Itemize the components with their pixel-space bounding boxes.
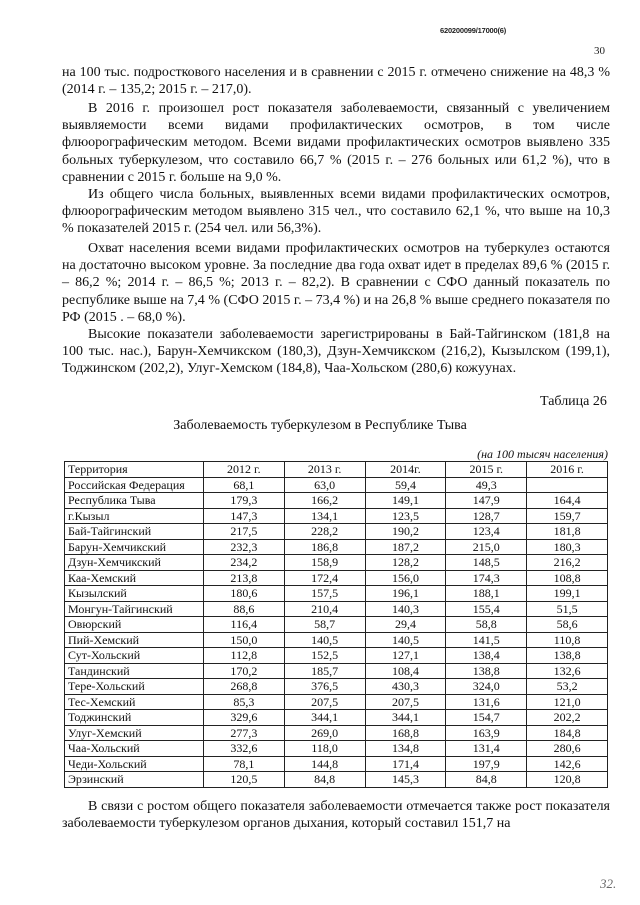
value-cell: 324,0: [446, 679, 527, 695]
value-cell: 190,2: [365, 524, 446, 540]
value-cell: 197,9: [446, 756, 527, 772]
value-cell: 430,3: [365, 679, 446, 695]
table-row: [65, 570, 608, 586]
value-cell: 140,5: [284, 632, 365, 648]
value-cell: 148,5: [446, 555, 527, 571]
table-row: [65, 617, 608, 633]
table-row: [65, 493, 608, 509]
table-row: [65, 555, 608, 571]
value-cell: 179,3: [203, 493, 284, 509]
value-cell: 216,2: [527, 555, 608, 571]
territory-cell: Российская Федерация: [65, 477, 204, 493]
value-cell: 147,9: [446, 493, 527, 509]
value-cell: 58,7: [284, 617, 365, 633]
territory-cell: г.Кызыл: [65, 508, 204, 524]
value-cell: 156,0: [365, 570, 446, 586]
territory-cell: Сут-Хольский: [65, 648, 204, 664]
value-cell: 188,1: [446, 586, 527, 602]
value-cell: 68,1: [203, 477, 284, 493]
territory-cell: Монгун-Тайгинский: [65, 601, 204, 617]
value-cell: 140,3: [365, 601, 446, 617]
value-cell: 186,8: [284, 539, 365, 555]
territory-cell: Каа-Хемский: [65, 570, 204, 586]
value-cell: 78,1: [203, 756, 284, 772]
value-cell: 159,7: [527, 508, 608, 524]
table-row: [65, 508, 608, 524]
territory-cell: Пий-Хемский: [65, 632, 204, 648]
value-cell: 154,7: [446, 710, 527, 726]
value-cell: 140,5: [365, 632, 446, 648]
value-cell: 120,8: [527, 772, 608, 788]
value-cell: 150,0: [203, 632, 284, 648]
value-cell: 163,9: [446, 725, 527, 741]
territory-cell: Улуг-Хемский: [65, 725, 204, 741]
value-cell: 128,7: [446, 508, 527, 524]
territory-cell: Тоджинский: [65, 710, 204, 726]
value-cell: 108,8: [527, 570, 608, 586]
value-cell: 116,4: [203, 617, 284, 633]
territory-cell: Эрзинский: [65, 772, 204, 788]
value-cell: 59,4: [365, 477, 446, 493]
value-cell: 180,6: [203, 586, 284, 602]
value-cell: 207,5: [284, 694, 365, 710]
value-cell: 157,5: [284, 586, 365, 602]
territory-cell: Кызылский: [65, 586, 204, 602]
value-cell: 170,2: [203, 663, 284, 679]
value-cell: 144,8: [284, 756, 365, 772]
paragraph-2: В 2016 г. произошел рост показателя заболеваемости, связанный с увеличением выявляемости всеми видами профилактических осмотров, в том числе флюорографическим методом. Всеми видами профилактических осмотров выявлено 335 больных туберкулезом, что составило 66,7 % (2015 г. – 276 больных или 61,2 %), что в сравнении с 2015 г. больше на 9,0 %.: [62, 101, 610, 185]
value-cell: 332,6: [203, 741, 284, 757]
value-cell: 210,4: [284, 601, 365, 617]
value-cell: 168,8: [365, 725, 446, 741]
value-cell: 329,6: [203, 710, 284, 726]
table-unit-note: (на 100 тысяч населения): [477, 447, 608, 461]
territory-cell: Чаа-Хольский: [65, 741, 204, 757]
column-header: Территория: [65, 462, 204, 478]
value-cell: 207,5: [365, 694, 446, 710]
table-row: [65, 601, 608, 617]
value-cell: 53,2: [527, 679, 608, 695]
value-cell: 84,8: [446, 772, 527, 788]
table-row: [65, 539, 608, 555]
value-cell: 110,8: [527, 632, 608, 648]
value-cell: 202,2: [527, 710, 608, 726]
value-cell: 269,0: [284, 725, 365, 741]
value-cell: 58,6: [527, 617, 608, 633]
table-row: [65, 772, 608, 788]
value-cell: 234,2: [203, 555, 284, 571]
value-cell: 120,5: [203, 772, 284, 788]
value-cell: 232,3: [203, 539, 284, 555]
handwritten-page-mark: 32.: [600, 876, 617, 891]
value-cell: 187,2: [365, 539, 446, 555]
value-cell: 29,4: [365, 617, 446, 633]
table-number: Таблица 26: [540, 394, 607, 409]
value-cell: 51,5: [527, 601, 608, 617]
territory-cell: Бай-Тайгинский: [65, 524, 204, 540]
paragraph-3: Из общего числа больных, выявленных всеми видами профилактических осмотров, флюорографическим методом выявлено 315 чел., что составило 62,1 %, что выше на 10,3 % показателей 2015 г. (254 чел. или 56,3%).: [62, 187, 610, 237]
table-row: [65, 756, 608, 772]
value-cell: 184,8: [527, 725, 608, 741]
value-cell: 132,6: [527, 663, 608, 679]
value-cell: 128,2: [365, 555, 446, 571]
value-cell: 344,1: [284, 710, 365, 726]
table-row: [65, 648, 608, 664]
table-header-row: [65, 462, 608, 478]
paragraph-6: В связи с ростом общего показателя заболеваемости отмечается также рост показателя заболеваемости туберкулезом органов дыхания, который составил 151,7 на: [62, 799, 610, 832]
column-header: 2015 г.: [446, 462, 527, 478]
value-cell: 123,5: [365, 508, 446, 524]
table-row: [65, 477, 608, 493]
value-cell: 127,1: [365, 648, 446, 664]
table-title: Заболеваемость туберкулезом в Республике Тыва: [173, 418, 467, 433]
territory-cell: Тере-Хольский: [65, 679, 204, 695]
value-cell: 141,5: [446, 632, 527, 648]
value-cell: 58,8: [446, 617, 527, 633]
value-cell: 172,4: [284, 570, 365, 586]
value-cell: 134,1: [284, 508, 365, 524]
value-cell: 123,4: [446, 524, 527, 540]
value-cell: 280,6: [527, 741, 608, 757]
table-row: [65, 710, 608, 726]
value-cell: 142,6: [527, 756, 608, 772]
column-header: 2014г.: [365, 462, 446, 478]
territory-cell: Овюрский: [65, 617, 204, 633]
value-cell: 171,4: [365, 756, 446, 772]
value-cell: 174,3: [446, 570, 527, 586]
column-header: 2012 г.: [203, 462, 284, 478]
value-cell: 138,8: [446, 663, 527, 679]
paragraph-5: Высокие показатели заболеваемости зарегистрированы в Бай-Тайгинском (181,8 на 100 тыс. нас.), Барун-Хемчикском (180,3), Дзун-Хемчикском (216,2), Кызылском (199,1), Тоджинском (202,2), Улуг-Хемском (184,8), Чаа-Хольском (280,6) кожуунах.: [62, 327, 610, 377]
value-cell: 228,2: [284, 524, 365, 540]
table-row: [65, 586, 608, 602]
paragraph-4: Охват населения всеми видами профилактических осмотров на туберкулез остаются на достаточно высоком уровне. За последние два года охват идет в пределах 89,6 % (2015 г. – 86,2 %; 2014 г. – 86,5 %; 2013 г. – 82,2). В сравнении с СФО данный показатель по республике выше на 7,4 % (СФО 2015 г. – 73,4 %) и на 26,8 % выше среднего показателя по РФ (2015 . – 68,0 %).: [62, 241, 610, 325]
territory-cell: Барун-Хемчикский: [65, 539, 204, 555]
value-cell: 49,3: [446, 477, 527, 493]
value-cell: 134,8: [365, 741, 446, 757]
territory-cell: Республика Тыва: [65, 493, 204, 509]
value-cell: 63,0: [284, 477, 365, 493]
table-row: [65, 741, 608, 757]
table-body: [65, 477, 608, 787]
value-cell: 149,1: [365, 493, 446, 509]
territory-cell: Тес-Хемский: [65, 694, 204, 710]
value-cell: 215,0: [446, 539, 527, 555]
value-cell: 108,4: [365, 663, 446, 679]
value-cell: 145,3: [365, 772, 446, 788]
value-cell: 344,1: [365, 710, 446, 726]
value-cell: 181,8: [527, 524, 608, 540]
territory-cell: Тандинский: [65, 663, 204, 679]
value-cell: 268,8: [203, 679, 284, 695]
value-cell: 213,8: [203, 570, 284, 586]
value-cell: 85,3: [203, 694, 284, 710]
table-row: [65, 663, 608, 679]
value-cell: 88,6: [203, 601, 284, 617]
table-row: [65, 679, 608, 695]
territory-cell: Чеди-Хольский: [65, 756, 204, 772]
value-cell: 131,4: [446, 741, 527, 757]
value-cell: 121,0: [527, 694, 608, 710]
column-header: 2016 г.: [527, 462, 608, 478]
page-number: 30: [594, 45, 605, 57]
value-cell: 131,6: [446, 694, 527, 710]
value-cell: 164,4: [527, 493, 608, 509]
column-header: 2013 г.: [284, 462, 365, 478]
value-cell: 185,7: [284, 663, 365, 679]
value-cell: 158,9: [284, 555, 365, 571]
table-row: [65, 725, 608, 741]
value-cell: 166,2: [284, 493, 365, 509]
value-cell: 155,4: [446, 601, 527, 617]
paragraph-1: на 100 тыс. подросткового населения и в сравнении с 2015 г. отмечено снижение на 48,3 % (2014 г. – 135,2; 2015 г. – 217,0).: [62, 65, 610, 98]
value-cell: 138,8: [527, 648, 608, 664]
table-row: [65, 632, 608, 648]
value-cell: 199,1: [527, 586, 608, 602]
value-cell: 84,8: [284, 772, 365, 788]
document-code: 620200099/17000(6): [440, 26, 507, 35]
value-cell: 180,3: [527, 539, 608, 555]
table-row: [65, 694, 608, 710]
tuberculosis-table: [64, 461, 608, 788]
value-cell: 118,0: [284, 741, 365, 757]
value-cell: 147,3: [203, 508, 284, 524]
value-cell: 112,8: [203, 648, 284, 664]
value-cell: 152,5: [284, 648, 365, 664]
value-cell: [527, 477, 608, 493]
territory-cell: Дзун-Хемчикский: [65, 555, 204, 571]
value-cell: 138,4: [446, 648, 527, 664]
value-cell: 196,1: [365, 586, 446, 602]
value-cell: 376,5: [284, 679, 365, 695]
value-cell: 277,3: [203, 725, 284, 741]
value-cell: 217,5: [203, 524, 284, 540]
table-row: [65, 524, 608, 540]
